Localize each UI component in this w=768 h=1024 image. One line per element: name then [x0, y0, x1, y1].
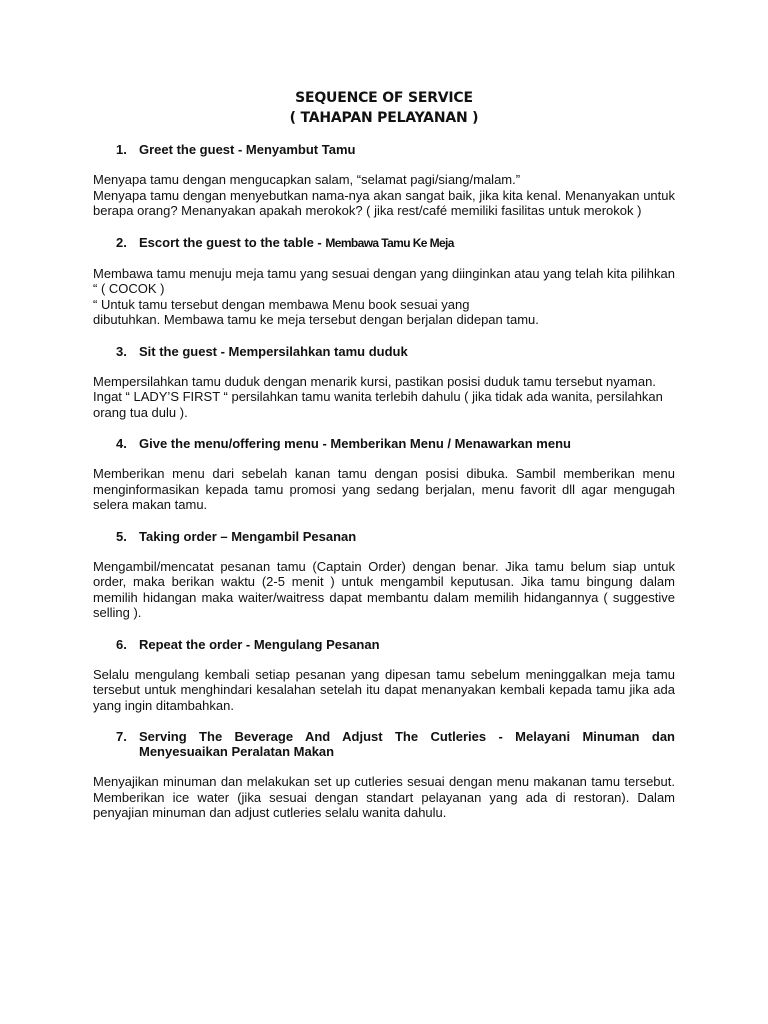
paragraph-line: Menyajikan minuman dan melakukan set up cutleries sesuai dengan menu makanan tamu tersebut. Memberikan ice water (jika sesuai dengan standart pelayanan yang ada di restoran). Dalam penyajian minuman dan adjust cutleries selalu wanita dahulu.: [93, 774, 675, 820]
paragraph-line: dibutuhkan. Membawa tamu ke meja tersebut dengan berjalan didepan tamu.: [93, 312, 539, 327]
section-heading-text: Greet the guest - Menyambut Tamu: [139, 142, 356, 157]
section-heading: [93, 142, 675, 157]
section-2: [93, 235, 675, 328]
section-number: 1.: [116, 142, 127, 157]
section-heading: [93, 235, 675, 251]
section-heading-text: Taking order – Mengambil Pesanan: [139, 528, 357, 544]
section-number: 7.: [116, 729, 127, 744]
section-heading-subtext: Membawa Tamu Ke Meja: [325, 235, 454, 250]
document-page: [93, 88, 675, 837]
section-6: [93, 637, 675, 714]
section-body: [93, 559, 675, 621]
paragraph-line: Ingat “ LADY’S FIRST “ persilahkan tamu wanita terlebih dahulu ( jika tidak ada wanita, persilahkan orang tua dulu ).: [93, 389, 663, 420]
section-heading-text: Give the menu/offering menu - Memberikan Menu / Menawarkan menu: [139, 436, 571, 451]
section-heading-text: Serving The Beverage And Adjust The Cutleries - Melayani Minuman dan Menyesuaikan Peralatan Makan: [139, 729, 675, 759]
title-line-2: ( TAHAPAN PELAYANAN ): [289, 110, 479, 126]
section-number: 5.: [116, 528, 127, 544]
section-body: [93, 466, 675, 513]
section-body: [93, 774, 675, 821]
document-title: [93, 88, 675, 128]
section-heading: [93, 529, 675, 544]
section-body: [93, 374, 675, 421]
section-5: [93, 529, 675, 621]
section-heading: [93, 344, 675, 359]
title-line-1: SEQUENCE OF SERVICE: [295, 90, 473, 106]
section-body: [93, 172, 675, 219]
section-number: 2.: [116, 234, 127, 250]
paragraph-line: Selalu mengulang kembali setiap pesanan yang dipesan tamu sebelum meninggalkan meja tamu tersebut untuk menghindari kesalahan setelah itu dapat menanyakan kembali kepada tamu jika ada yang ingin ditambahkan.: [93, 666, 675, 713]
section-heading-text: Sit the guest - Mempersilahkan tamu duduk: [139, 343, 408, 359]
section-1: [93, 142, 675, 219]
section-heading-text: Repeat the order - Mengulang Pesanan: [139, 636, 380, 652]
section-number: 3.: [116, 343, 127, 359]
paragraph-line: “ Untuk tamu tersebut dengan membawa Menu book sesuai yang: [93, 296, 470, 312]
section-number: 4.: [116, 436, 127, 451]
section-heading: [93, 436, 675, 451]
section-heading: [93, 729, 675, 759]
section-7: [93, 729, 675, 821]
section-4: [93, 436, 675, 513]
section-heading: [93, 637, 675, 652]
paragraph-line: Membawa tamu menuju meja tamu yang sesuai dengan yang diinginkan atau yang telah kita pilihkan “ ( COCOK ): [93, 265, 675, 296]
section-number: 6.: [116, 636, 127, 652]
paragraph-line: Mempersilahkan tamu duduk dengan menarik kursi, pastikan posisi duduk tamu tersebut nyaman.: [93, 373, 656, 389]
section-body: [93, 266, 675, 328]
paragraph-line: Menyapa tamu dengan mengucapkan salam, “selamat pagi/siang/malam.”: [93, 172, 521, 187]
paragraph-line: Menyapa tamu dengan menyebutkan nama-nya akan sangat baik, jika kita kenal. Menanyakan untuk berapa orang? Menanyakan apakah merokok? ( jika rest/café memiliki fasilitas untuk merokok ): [93, 187, 675, 218]
section-body: [93, 667, 675, 714]
section-heading-text: Escort the guest to the table -: [139, 234, 326, 250]
section-3: [93, 344, 675, 421]
paragraph-line: Mengambil/mencatat pesanan tamu (Captain Order) dengan benar. Jika tamu belum siap untuk order, maka berikan waktu (2-5 menit ) untuk mengambil keputusan. Jika tamu bingung dalam memilih hidangan maka waiter/waitress dapat membantu dalam memilih hidangannya ( suggestive selling ).: [93, 558, 675, 620]
paragraph-line: Memberikan menu dari sebelah kanan tamu dengan posisi dibuka. Sambil memberikan menu menginformasikan kepada tamu promosi yang sedang berjalan, menu favorit dll agar mengugah selera makan tamu.: [93, 466, 675, 512]
